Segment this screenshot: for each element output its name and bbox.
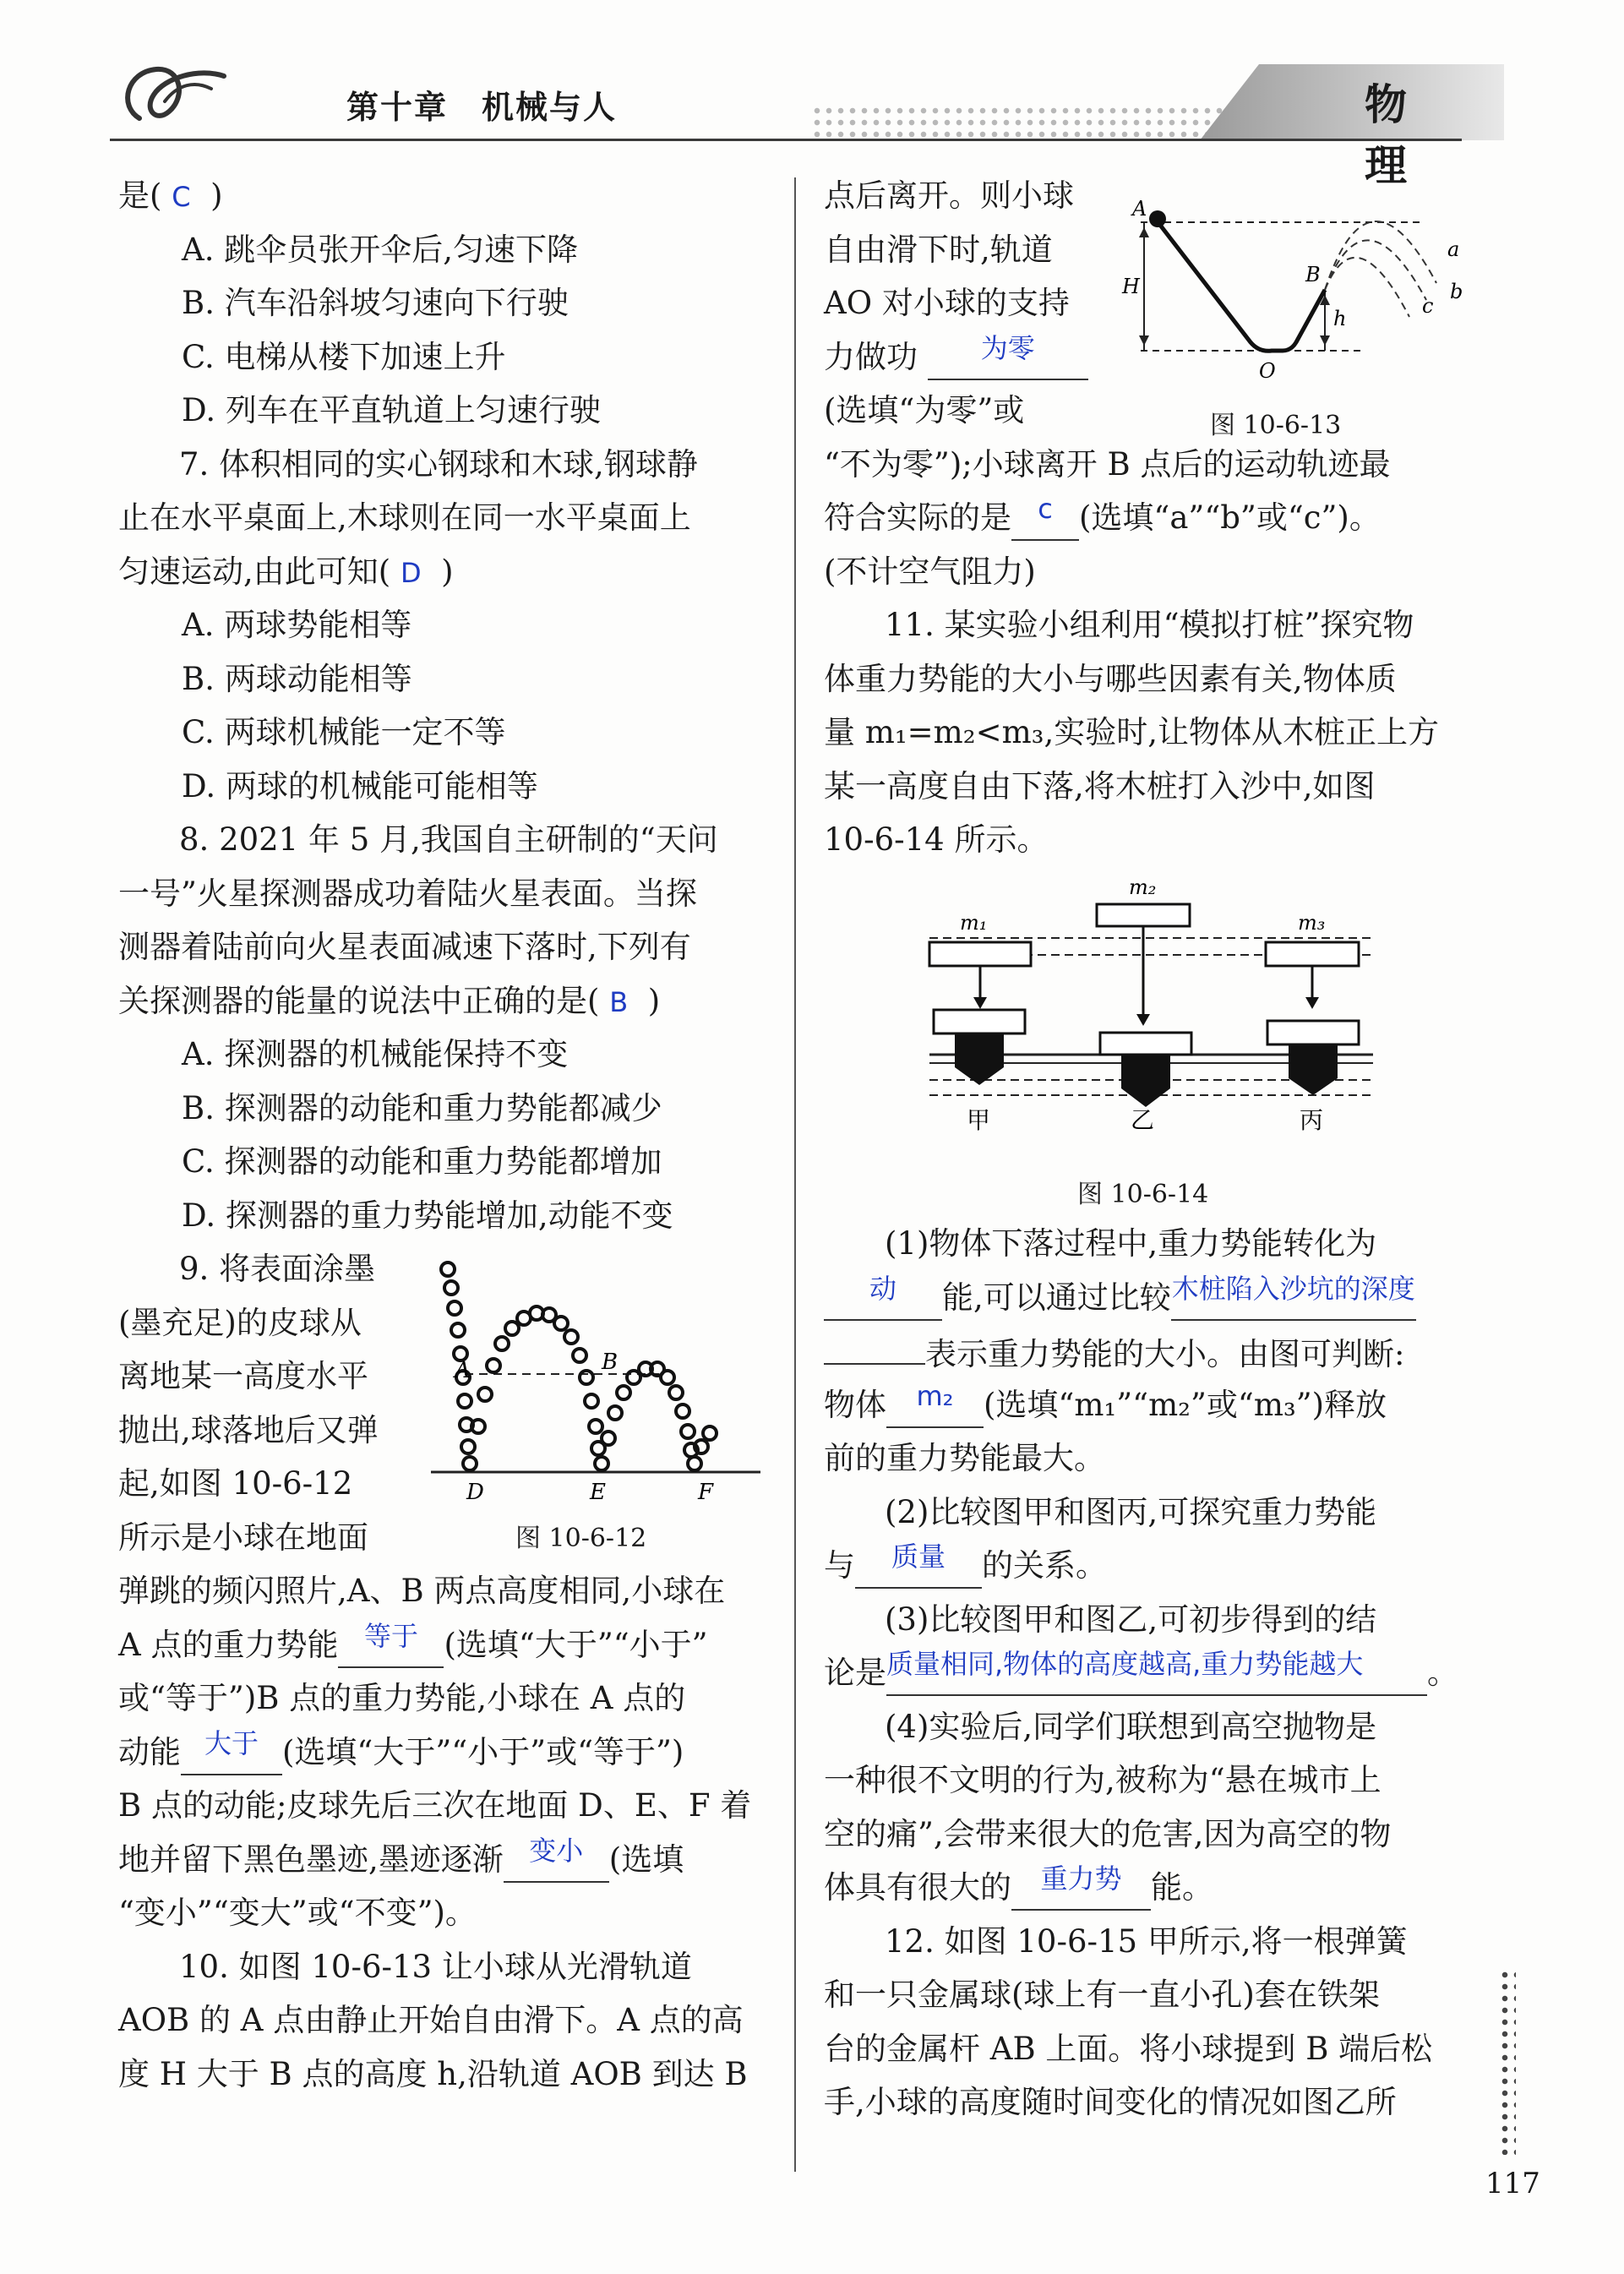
q10-blank-2: c xyxy=(1011,500,1079,541)
chapter-title: 第十章 机械与人 xyxy=(346,89,618,126)
q10-cont-line-4: 力做功 为零 xyxy=(824,330,1474,384)
left-column xyxy=(118,169,760,2101)
fig14-caption: 图 10-6-14 xyxy=(1077,1180,1209,1209)
q8-line-3: 测器着陆前向火星表面减速下落时,下列有 xyxy=(118,929,691,965)
page-header xyxy=(101,51,1470,190)
q11-blank-2: 木桩陷入沙坑的深度 xyxy=(1171,1280,1416,1321)
q10-line-1: 10. 如图 10-6-13 让小球从光滑轨道 xyxy=(179,1948,692,1985)
swirl-logo-icon xyxy=(118,59,237,135)
fig13-label-H: H xyxy=(1122,275,1140,298)
figure-10-6-13-track xyxy=(1115,190,1479,384)
q7-line-1: 7. 体积相同的实心钢球和木球,钢球静 xyxy=(179,445,698,483)
q10-blank-1: 为零 xyxy=(928,340,1088,380)
q12-line-1: 12. 如图 10-6-15 甲所示,将一根弹簧 xyxy=(885,1922,1408,1960)
q11-line-1: 11. 某实验小组利用“模拟打桩”探究物 xyxy=(885,607,1414,643)
q7-option-c: C. 两球机械能一定不等 xyxy=(182,714,506,750)
column-divider xyxy=(794,177,796,2172)
q11-line-2: 体重力势能的大小与哪些因素有关,物体质 xyxy=(824,660,1397,697)
fig12-label-d: D xyxy=(466,1480,484,1504)
q11-line-3: 量 m₁=m₂<m₃,实验时,让物体从木桩正上方 xyxy=(824,714,1440,750)
pile-yi xyxy=(1097,904,1191,1107)
q11-p4-line-2: 一种很不文明的行为,被称为“悬在城市上 xyxy=(824,1762,1381,1798)
ball-trajectory-dots xyxy=(441,1262,717,1470)
q8-option-c: C. 探测器的动能和重力势能都增加 xyxy=(182,1143,662,1180)
fig12-label-f: F xyxy=(698,1480,714,1504)
q9-line-3: 离地某一高度水平 xyxy=(118,1358,368,1394)
fig13-label-a: A xyxy=(1132,197,1147,221)
q9-line-6: 所示是小球在地面 xyxy=(118,1519,368,1556)
q6-option-b: B. 汽车沿斜坡匀速向下行驶 xyxy=(182,285,569,321)
q12-line-3: 台的金属杆 AB 上面。将小球提到 B 端后松 xyxy=(824,2030,1433,2067)
q9-line-9: 或“等于”)B 点的重力势能,小球在 A 点的 xyxy=(118,1680,686,1716)
fig13-label-h: h xyxy=(1333,307,1347,330)
q11-line-4: 某一高度自由下落,将木桩打入沙中,如图 xyxy=(824,767,1376,804)
q6-option-c: C. 电梯从楼下加速上升 xyxy=(182,338,506,375)
q9-blank-2: 大于 xyxy=(181,1735,282,1775)
right-column-lower xyxy=(824,1217,1474,2129)
q11-p2-line-1: (2)比较图甲和图丙,可探究重力势能 xyxy=(885,1493,1377,1530)
q9-blank-3: 变小 xyxy=(504,1842,609,1883)
q9-line-1: 9. 将表面涂墨 xyxy=(179,1251,376,1287)
fig14-label-bing: 丙 xyxy=(1300,1106,1324,1134)
q7-line-2: 止在水平桌面上,木球则在同一水平桌面上 xyxy=(118,499,691,536)
q8-line-4: 关探测器的能量的说法中正确的是( B ) xyxy=(118,982,661,1019)
q10-line-2: AOB 的 A 点由静止开始自由滑下。A 点的高 xyxy=(118,2002,744,2038)
q11-blank-2-cont xyxy=(824,1324,925,1365)
figure-10-6-12-bouncing-ball xyxy=(414,1251,769,1504)
track-AOB xyxy=(1159,224,1325,351)
q9-line-4: 抛出,球落地后又弹 xyxy=(118,1411,379,1448)
q11-blank-5: 质量相同,物体的高度越高,重力势能越大 xyxy=(886,1655,1427,1696)
q11-p4-line-4: 体具有很大的 重力势 能。 xyxy=(824,1861,1474,1915)
fig13-path-label-a: a xyxy=(1447,237,1460,261)
q11-blank-3: m₂ xyxy=(886,1388,984,1428)
q9-line-7: 弹跳的频闪照片,A、B 两点高度相同,小球在 xyxy=(118,1573,726,1609)
q7-option-b: B. 两球动能相等 xyxy=(182,660,412,697)
q11-p1-line-5: 前的重力势能最大。 xyxy=(824,1440,1105,1476)
q11-p1-line-2: 动 能,可以通过比较木桩陷入沙坑的深度 xyxy=(824,1271,1474,1325)
fig14-label-m2: m₂ xyxy=(1129,875,1157,899)
q11-p1-line-4: 物体 m₂ (选填“m₁”“m₂”或“m₃”)释放 xyxy=(824,1378,1474,1432)
q6-stem-tail: 是( C ) xyxy=(118,177,223,214)
q11-p1-line-1: (1)物体下落过程中,重力势能转化为 xyxy=(885,1225,1377,1262)
header-rule xyxy=(110,139,1462,141)
page-number: 117 xyxy=(1485,2167,1540,2200)
q10-cont-line-3: AO 对小球的支持 xyxy=(824,285,1070,321)
q8-option-a: A. 探测器的机械能保持不变 xyxy=(182,1036,569,1072)
fig12-caption: 图 10-6-12 xyxy=(515,1524,647,1553)
q9-line-10: 动能 大于 (选填“大于”“小于”或“等于”) xyxy=(118,1726,760,1780)
margin-dot-column xyxy=(1499,1969,1516,2155)
fig12-label-b: B xyxy=(602,1350,619,1375)
subject-label: 物理 xyxy=(1365,80,1439,190)
q6-option-a: A. 跳伞员张开伞后,匀速下降 xyxy=(182,231,579,268)
q8-option-b: B. 探测器的动能和重力势能都减少 xyxy=(182,1089,662,1126)
q12-line-2: 和一只金属球(球上有一直小孔)套在铁架 xyxy=(824,1977,1380,2013)
fig13-label-O: O xyxy=(1259,359,1276,383)
fig12-label-e: E xyxy=(590,1480,606,1504)
q9-line-13: “变小”“变大”或“不变”)。 xyxy=(118,1895,477,1931)
fig14-label-m1: m₁ xyxy=(960,911,988,935)
fig13-caption: 图 10-6-13 xyxy=(1210,411,1342,440)
q11-p4-line-3: 空的痛”,会带来很大的危害,因为高空的物 xyxy=(824,1815,1392,1852)
fig13-path-label-b: b xyxy=(1450,280,1463,303)
q7-answer: D xyxy=(400,556,422,589)
q9-line-2: (墨充足)的皮球从 xyxy=(118,1304,362,1341)
q12-line-4: 手,小球的高度随时间变化的情况如图乙所 xyxy=(824,2084,1397,2120)
fig14-label-jia: 甲 xyxy=(967,1106,991,1134)
q9-line-8: A 点的重力势能 等于 (选填“大于”“小于” xyxy=(118,1618,760,1672)
q9-line-5: 起,如图 10-6-12 xyxy=(118,1465,353,1502)
q11-blank-1: 动 xyxy=(824,1280,942,1321)
q7-line-3: 匀速运动,由此可知( D ) xyxy=(118,553,454,590)
q10-cont-line-7: 符合实际的是 c (选填“a”“b”或“c”)。 xyxy=(824,491,1474,545)
path-a xyxy=(1325,221,1436,290)
q9-blank-1: 等于 xyxy=(338,1628,444,1668)
q10-cont-line-8: (不计空气阻力) xyxy=(824,553,1036,590)
q10-cont-line-1: 点后离开。则小球 xyxy=(824,177,1074,214)
figure-10-6-14-pile-driving xyxy=(913,870,1386,1149)
q11-line-5: 10-6-14 所示。 xyxy=(824,821,1049,858)
q11-p3-line-2: 论是质量相同,物体的高度越高,重力势能越大 。 xyxy=(824,1646,1474,1700)
q9-line-12: 地并留下黑色墨迹,墨迹逐渐 变小 (选填 xyxy=(118,1833,760,1887)
q9-line-11: B 点的动能;皮球先后三次在地面 D、E、F 着 xyxy=(118,1787,752,1824)
fig14-label-yi: 乙 xyxy=(1131,1106,1155,1134)
q11-p3-line-1: (3)比较图甲和图乙,可初步得到的结 xyxy=(885,1601,1377,1638)
path-b xyxy=(1325,240,1426,300)
q8-option-d: D. 探测器的重力势能增加,动能不变 xyxy=(182,1197,673,1234)
q10-line-3: 度 H 大于 B 点的高度 h,沿轨道 AOB 到达 B xyxy=(118,2055,748,2092)
q11-p4-line-1: (4)实验后,同学们联想到高空抛物是 xyxy=(885,1708,1377,1745)
q6-option-d: D. 列车在平直轨道上匀速行驶 xyxy=(182,392,601,428)
q10-cont-line-2: 自由滑下时,轨道 xyxy=(824,231,1053,268)
q8-line-2: 一号”火星探测器成功着陆火星表面。当探 xyxy=(118,875,697,912)
q8-line-1: 8. 2021 年 5 月,我国自主研制的“天问 xyxy=(179,821,718,858)
q7-option-d: D. 两球的机械能可能相等 xyxy=(182,767,538,804)
fig13-path-label-c: c xyxy=(1422,294,1434,318)
fig12-label-a: A xyxy=(455,1358,471,1383)
q6-answer: C xyxy=(172,181,191,213)
q8-answer: B xyxy=(609,985,629,1018)
q7-option-a: A. 两球势能相等 xyxy=(182,607,412,643)
q11-blank-4: 质量 xyxy=(855,1548,982,1589)
q11-blank-6: 重力势 xyxy=(1011,1870,1151,1911)
q11-p2-line-2: 与 质量 的关系。 xyxy=(824,1539,1474,1593)
pile-bing xyxy=(1266,942,1359,1095)
ball-at-A xyxy=(1149,210,1166,227)
fig14-label-m3: m₃ xyxy=(1298,911,1326,935)
q11-p1-line-3: 表示重力势能的大小。由图可判断: xyxy=(824,1324,1474,1378)
q10-cont-line-6: “不为零”);小球离开 B 点后的运动轨迹最 xyxy=(824,445,1391,483)
q10-cont-line-5: (选填“为零”或 xyxy=(824,392,1025,428)
fig13-label-B: B xyxy=(1305,263,1321,286)
